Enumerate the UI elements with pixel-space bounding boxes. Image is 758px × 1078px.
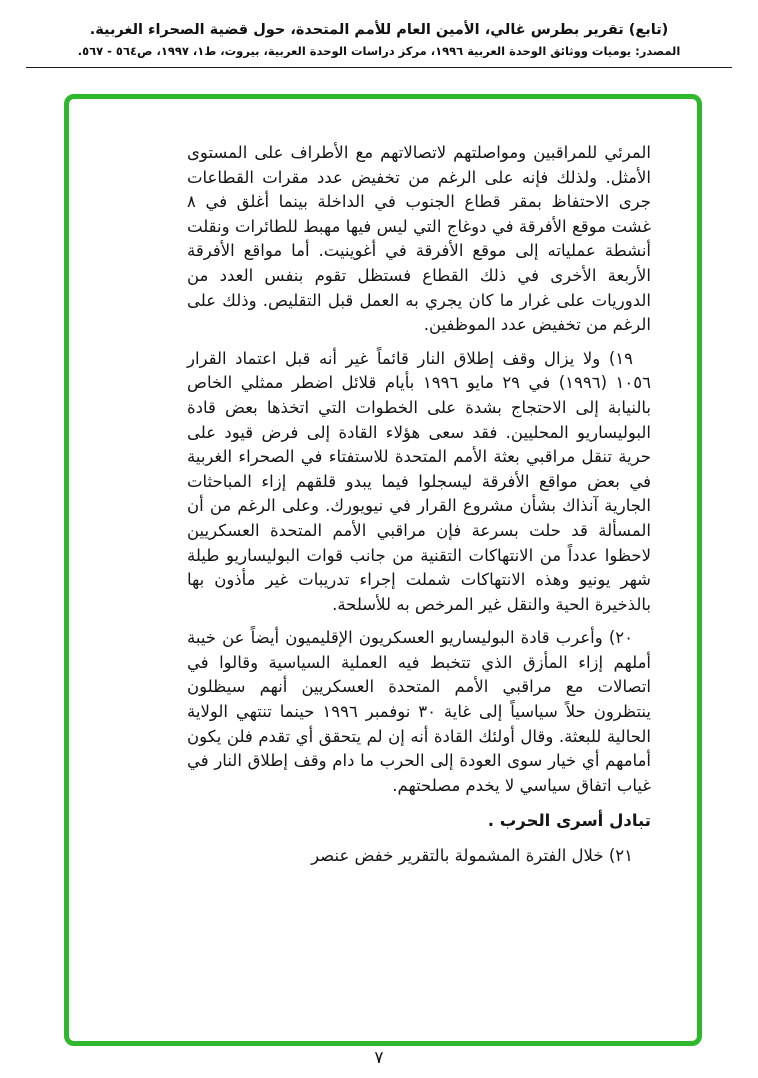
paragraph-20: ٢٠) وأعرب قادة البوليساريو العسكريون الإقليميون أيضاً عن خيبة أملهم إزاء المأزق الذي تتخبط فيه العملية السياسية وقالوا في اتصالات مع مراقبي الأمم المتحدة العسكريين أنهم سيظلون ينتظرون حلاً سياسياً إلى غاية ٣٠ نوفمبر ١٩٩٦ حينما تنتهي الولاية الحالية للبعثة. وقال أولئك القادة أنه إن لم يتحقق أي تقدم فلن يكون أمامهم أي خيار سوى العودة إلى الحرب ما دام وقف إطلاق النار في غياب اتفاق سياسي لا يخدم مصلحتهم. bbox=[187, 628, 651, 795]
document-header bbox=[0, 0, 758, 58]
green-border-frame bbox=[64, 94, 702, 1046]
document-source-citation: المصدر: يوميات ووثائق الوحدة العربية ١٩٩٦، مركز دراسات الوحدة العربية، بيروت، ط١، ١٩٩٧، ص٥٦٤ - ٥٦٧. bbox=[77, 44, 681, 58]
page-footer bbox=[0, 1048, 758, 1068]
header-divider bbox=[26, 67, 732, 68]
section-heading-prisoner-exchange: تبادل أسرى الحرب . bbox=[487, 811, 651, 831]
paragraph-continuation: المرئي للمراقبين ومواصلتهم لاتصالاتهم مع الأطراف على المستوى الأمثل. ولذلك فإنه على الرغم من تخفيض عدد مقرات القطاعات جرى الاحتفاظ بمقر قطاع الجنوب في الداخلة بينما أغلق في ٨ غشت موقع الأفرقة في دوغاج التي ليس فيها مهبط للطائرات ونقلت أنشطة عملياته إلى موقع الأفرقة في أغوينيت. أما مواقع الأفرقة الأربعة الأخرى في ذلك القطاع فستظل تقوم بنفس العدد من الدوريات على غرار ما كان يجري به العمل قبل التقليص. وذلك على الرغم من تخفيض عدد الموظفين. bbox=[187, 143, 651, 335]
body-text-column bbox=[69, 99, 697, 869]
page-number: ٧ bbox=[374, 1048, 384, 1068]
document-title: (تابع) تقرير بطرس غالي، الأمين العام للأمم المتحدة، حول قضية الصحراء الغربية. bbox=[89, 22, 669, 38]
paragraph-21: ٢١) خلال الفترة المشمولة بالتقرير خفض عنصر bbox=[311, 846, 633, 866]
paragraph-19: ١٩) ولا يزال وقف إطلاق النار قائماً غير أنه قبل اعتماد القرار ١٠٥٦ (١٩٩٦) في ٢٩ مايو ١٩٩٦ بأيام قلائل اضطر ممثلي الخاص بالنيابة إلى الاحتجاج بشدة على الخطوات التي اتخذها بعض قادة البوليساريو المحليين. فقد سعى هؤلاء القادة إلى فرض قيود على حرية تنقل مراقبي بعثة الأمم المتحدة للاستفتاء في الصحراء الغربية في بعض مواقع الأفرقة ليسجلوا فيما يبدو قلقهم إزاء المباحثات الجارية آنذاك بشأن مشروع القرار في نيويورك. وعلى الرغم من أن المسألة قد حلت بسرعة فإن مراقبي الأمم المتحدة العسكريين لاحظوا عدداً من الانتهاكات التقنية من جانب قوات البوليساريو طيلة شهر يونيو وهذه الانتهاكات شملت إجراء تدريبات غير مأذون بها بالذخيرة الحية والنقل غير المرخص به للأسلحة. bbox=[187, 348, 651, 614]
